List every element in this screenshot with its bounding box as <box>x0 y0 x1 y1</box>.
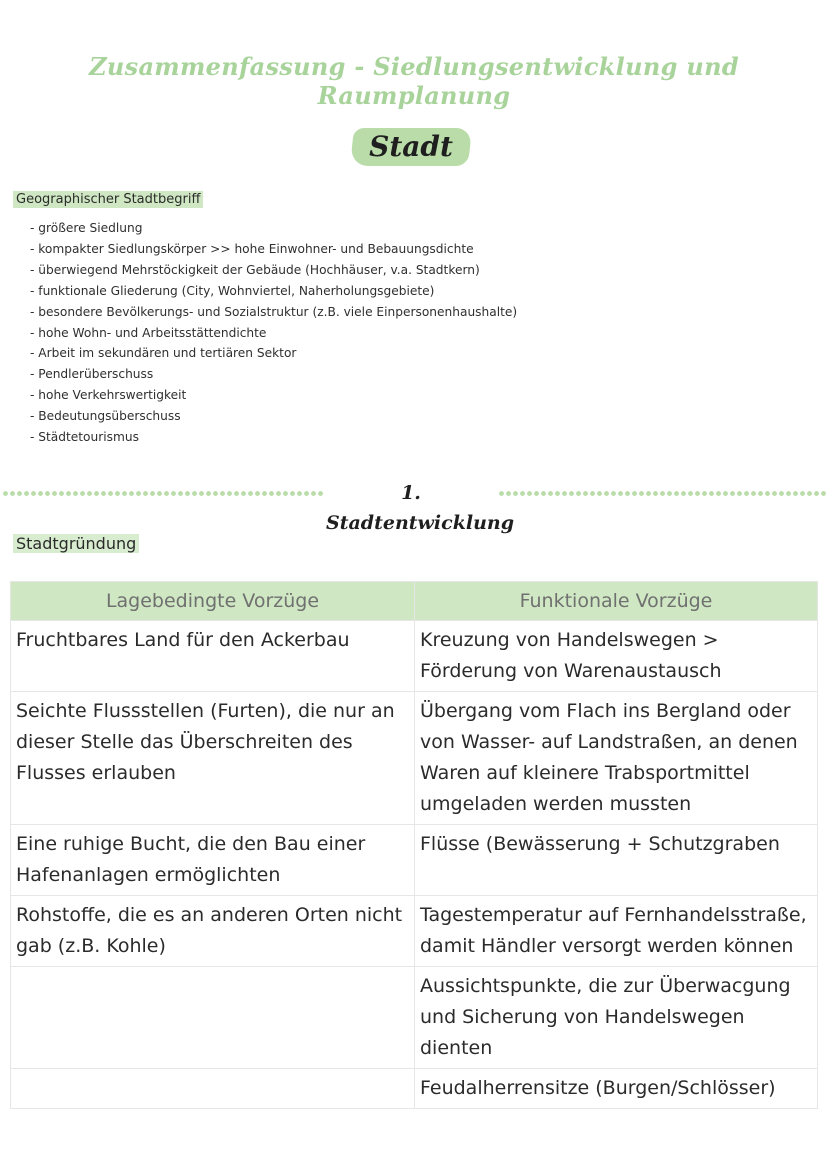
list-item: - kompakter Siedlungskörper >> hohe Einwohner- und Bebauungsdichte <box>30 239 517 260</box>
list-item: - Pendlerüberschuss <box>30 364 517 385</box>
table-cell: Eine ruhige Bucht, die den Bau einer Hafenanlagen ermöglichten <box>11 825 415 896</box>
page-title: Zusammenfassung - Siedlungsentwicklung und Raumplanung <box>89 52 739 110</box>
section-title: 1. Stadtentwicklung <box>326 482 514 534</box>
table-cell: Fruchtbares Land für den Ackerbau <box>11 621 415 692</box>
table-cell: Aussichtspunkte, die zur Überwacgung und Sicherung von Handelswegen dienten <box>415 967 818 1069</box>
section-header <box>0 478 828 534</box>
divider <box>498 491 826 496</box>
table-cell: Flüsse (Bewässerung + Schutzgraben <box>415 825 818 896</box>
table-row <box>11 825 818 896</box>
table-row <box>11 621 818 692</box>
definition-label: Geographischer Stadtbegriff <box>13 191 203 208</box>
list-item: - überwiegend Mehrstöckigkeit der Gebäude (Hochhäuser, v.a. Stadtkern) <box>30 260 517 281</box>
table-cell: Feudalherrensitze (Burgen/Schlösser) <box>415 1069 818 1109</box>
column-header: Funktionale Vorzüge <box>415 582 818 621</box>
list-item: - größere Siedlung <box>30 218 517 239</box>
list-item: - Städtetourismus <box>30 427 517 448</box>
list-item: - besondere Bevölkerungs- und Sozialstruktur (z.B. viele Einpersonenhaushalte) <box>30 302 517 323</box>
table-row <box>11 1069 818 1109</box>
table-cell: Seichte Flussstellen (Furten), die nur an dieser Stelle das Überschreiten des Flusses erlauben <box>11 692 415 825</box>
stadt-heading <box>352 124 470 170</box>
list-item: - Arbeit im sekundären und tertiären Sektor <box>30 343 517 364</box>
subheading: Stadtgründung <box>13 534 139 553</box>
table-cell: Tagestemperatur auf Fernhandelsstraße, damit Händler versorgt werden können <box>415 896 818 967</box>
table-cell <box>11 1069 415 1109</box>
table-cell: Kreuzung von Handelswegen > Förderung von Warenaustausch <box>415 621 818 692</box>
definition-list <box>30 218 517 448</box>
list-item: - funktionale Gliederung (City, Wohnviertel, Naherholungsgebiete) <box>30 281 517 302</box>
table-row <box>11 896 818 967</box>
table-cell: Übergang vom Flach ins Bergland oder von Wasser- auf Landstraßen, an denen Waren auf kleinere Trabsportmittel umgeladen werden mussten <box>415 692 818 825</box>
divider <box>2 491 324 496</box>
table-header-row <box>11 582 818 621</box>
table-row <box>11 967 818 1069</box>
table-row <box>11 692 818 825</box>
list-item: - Bedeutungsüberschuss <box>30 406 517 427</box>
list-item: - hohe Verkehrswertigkeit <box>30 385 517 406</box>
table-cell: Rohstoffe, die es an anderen Orten nicht gab (z.B. Kohle) <box>11 896 415 967</box>
advantages-table <box>10 581 818 1109</box>
column-header: Lagebedingte Vorzüge <box>11 582 415 621</box>
list-item: - hohe Wohn- und Arbeitsstättendichte <box>30 323 517 344</box>
table-cell <box>11 967 415 1069</box>
stadt-heading-text: Stadt <box>369 130 453 163</box>
